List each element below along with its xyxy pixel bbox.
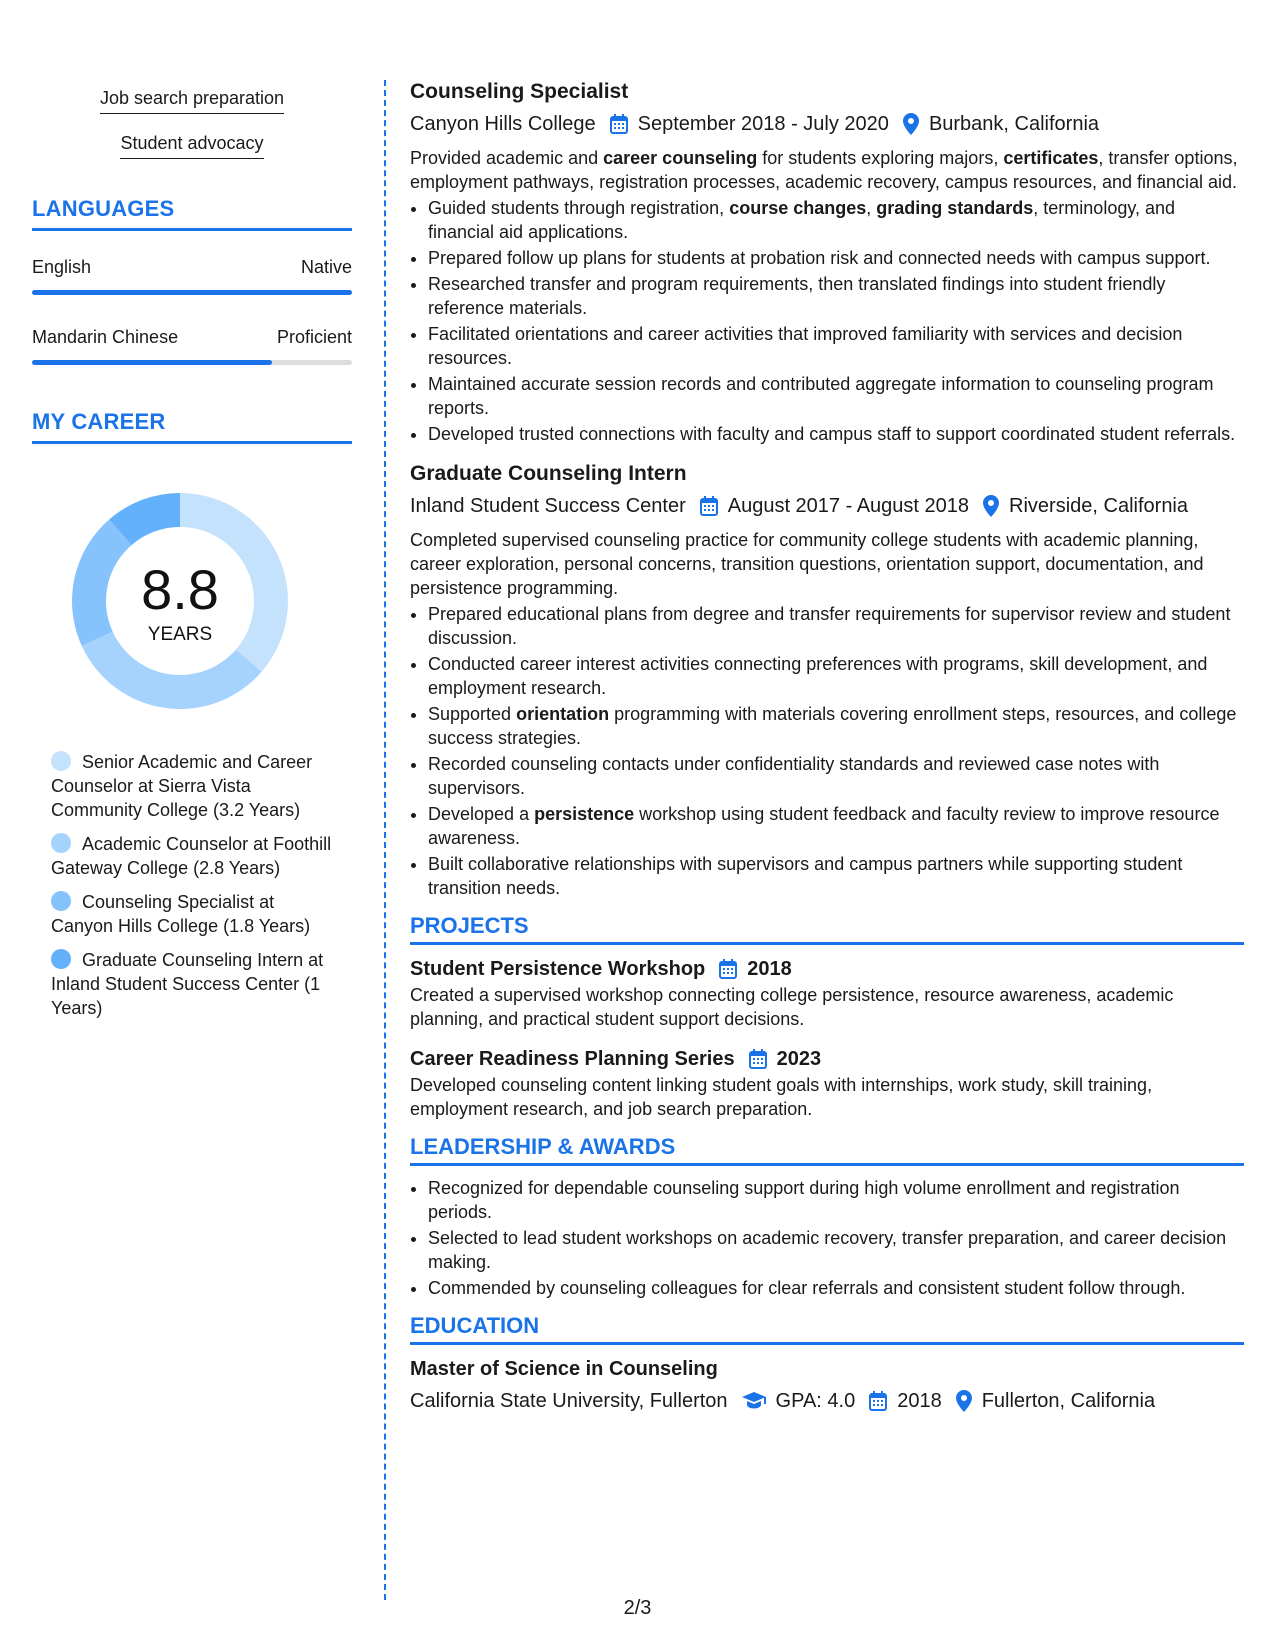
job-bullet: • Supported orientation programming with materials covering enrollment steps, resources, and college success strategies. bbox=[428, 702, 1244, 750]
legend-dot bbox=[51, 751, 71, 771]
project-year: 2023 bbox=[776, 1048, 822, 1070]
language-level: Proficient bbox=[276, 327, 352, 347]
leadership-bullet: • Commended by counseling colleagues for clear referrals and consistent student follow through. bbox=[428, 1276, 1244, 1300]
language-item bbox=[32, 327, 352, 365]
education-year: 2018 bbox=[897, 1390, 942, 1412]
legend-label: Counseling Specialist at Canyon Hills College (1.8 Years) bbox=[51, 892, 311, 936]
left-column bbox=[32, 80, 352, 1030]
job-location: Burbank, California bbox=[928, 113, 1100, 135]
skill-tags bbox=[32, 80, 352, 170]
language-level: Native bbox=[300, 257, 352, 277]
skill-tag: Job search preparation bbox=[100, 88, 284, 114]
job-bullet: • Prepared educational plans from degree and transfer requirements for supervisor review and student discussion. bbox=[428, 602, 1244, 650]
project-entry bbox=[410, 955, 1244, 1031]
language-proficiency-fill bbox=[32, 290, 352, 295]
career-legend-item bbox=[51, 948, 341, 1020]
job-bullet: • Guided students through registration, course changes, grading standards, terminology, and financial aid applications. bbox=[428, 196, 1244, 244]
skill-tag: Student advocacy bbox=[120, 133, 263, 159]
languages-heading: LANGUAGES bbox=[32, 196, 352, 231]
location-pin-icon bbox=[956, 1390, 972, 1412]
job-description: Completed supervised counseling practice for community college students with academic planning, career exploration, personal concerns, transition questions, orientation support, documentation, and persistence programming. bbox=[410, 530, 1204, 598]
legend-label: Graduate Counseling Intern at Inland Student Success Center (1 Years) bbox=[51, 950, 324, 1018]
calendar-icon bbox=[869, 1391, 887, 1411]
project-entry bbox=[410, 1045, 1244, 1121]
job-bullets bbox=[410, 196, 1244, 446]
language-proficiency-fill bbox=[32, 360, 272, 365]
leadership-heading: LEADERSHIP & AWARDS bbox=[410, 1135, 1244, 1166]
career-legend-item bbox=[51, 750, 341, 822]
column-divider bbox=[384, 80, 386, 1600]
page-number: 2/3 bbox=[623, 1597, 652, 1619]
job-description: Provided academic and career counseling for students exploring majors, certificates, transfer options, employment pathways, registration processes, academic recovery, campus resources, and financial aid. bbox=[410, 148, 1238, 192]
experience-entry bbox=[410, 78, 1244, 446]
experience-entry bbox=[410, 460, 1244, 900]
company-name: Inland Student Success Center bbox=[410, 495, 686, 517]
job-bullets bbox=[410, 602, 1244, 900]
job-title: Counseling Specialist bbox=[410, 80, 629, 103]
project-description: Developed counseling content linking student goals with internships, work study, skill training, employment research, and job search preparation. bbox=[410, 1075, 1153, 1119]
language-item bbox=[32, 257, 352, 295]
career-total-unit: YEARS bbox=[147, 624, 213, 645]
education-location: Fullerton, California bbox=[981, 1390, 1156, 1412]
language-name: English bbox=[32, 257, 92, 277]
language-name: Mandarin Chinese bbox=[32, 327, 179, 347]
project-year: 2018 bbox=[747, 958, 792, 980]
job-bullet: • Developed trusted connections with faculty and campus staff to support coordinated student referrals. bbox=[428, 422, 1244, 446]
job-bullet: • Conducted career interest activities connecting preferences with programs, skill development, and employment research. bbox=[428, 652, 1244, 700]
career-section bbox=[32, 409, 352, 1020]
leadership-bullet: • Selected to lead student workshops on academic recovery, transfer preparation, and career decision making. bbox=[428, 1226, 1244, 1274]
career-legend-item bbox=[51, 890, 341, 938]
job-title: Graduate Counseling Intern bbox=[410, 462, 687, 485]
degree-title: Master of Science in Counseling bbox=[410, 1358, 718, 1380]
projects-section bbox=[410, 914, 1244, 1121]
project-title: Student Persistence Workshop bbox=[410, 958, 706, 980]
calendar-icon bbox=[700, 496, 718, 516]
calendar-icon bbox=[719, 959, 737, 979]
language-proficiency-bar bbox=[32, 360, 352, 365]
job-bullet: • Researched transfer and program requirements, then translated findings into student friendly reference materials. bbox=[428, 272, 1244, 320]
job-bullet: • Recorded counseling contacts under confidentiality standards and reviewed case notes with supervisors. bbox=[428, 752, 1244, 800]
company-name: Canyon Hills College bbox=[410, 113, 596, 135]
leadership-bullet: • Recognized for dependable counseling support during high volume enrollment and registration periods. bbox=[428, 1176, 1244, 1224]
career-donut-chart bbox=[65, 486, 295, 716]
legend-dot bbox=[51, 833, 71, 853]
job-location: Riverside, California bbox=[1009, 495, 1189, 517]
school-name: California State University, Fullerton bbox=[410, 1390, 728, 1412]
career-legend-item bbox=[51, 832, 341, 880]
legend-dot bbox=[51, 949, 71, 969]
languages-section bbox=[32, 196, 352, 365]
location-pin-icon bbox=[903, 113, 919, 135]
project-description: Created a supervised workshop connecting college persistence, resource awareness, academic planning, and practical student support decisions. bbox=[410, 985, 1174, 1029]
leadership-section bbox=[410, 1135, 1244, 1300]
career-heading: MY CAREER bbox=[32, 409, 352, 444]
legend-label: Senior Academic and Career Counselor at Sierra Vista Community College (3.2 Years) bbox=[51, 752, 313, 820]
job-bullet: • Prepared follow up plans for students at probation risk and connected needs with campus support. bbox=[428, 246, 1244, 270]
projects-heading: PROJECTS bbox=[410, 914, 1244, 945]
legend-dot bbox=[51, 891, 71, 911]
language-proficiency-bar bbox=[32, 290, 352, 295]
leadership-bullets bbox=[410, 1176, 1244, 1300]
job-bullet: • Facilitated orientations and career activities that improved familiarity with services and decision resources. bbox=[428, 322, 1244, 370]
job-bullet: • Built collaborative relationships with supervisors and campus partners while supporting student transition needs. bbox=[428, 852, 1244, 900]
right-column bbox=[410, 78, 1244, 1415]
graduation-cap-icon bbox=[742, 1392, 766, 1410]
education-section bbox=[410, 1314, 1244, 1415]
location-pin-icon bbox=[983, 495, 999, 517]
education-heading: EDUCATION bbox=[410, 1314, 1244, 1345]
calendar-icon bbox=[610, 114, 628, 134]
job-dates: September 2018 - July 2020 bbox=[637, 113, 889, 135]
gpa: GPA: 4.0 bbox=[775, 1390, 856, 1412]
legend-label: Academic Counselor at Foothill Gateway College (2.8 Years) bbox=[51, 834, 332, 878]
career-total-years: 8.8 bbox=[141, 558, 219, 621]
calendar-icon bbox=[749, 1049, 767, 1069]
project-title: Career Readiness Planning Series bbox=[410, 1048, 735, 1070]
career-legend bbox=[51, 750, 341, 1020]
job-dates: August 2017 - August 2018 bbox=[727, 495, 970, 517]
job-bullet: • Maintained accurate session records and contributed aggregate information to counseling program reports. bbox=[428, 372, 1244, 420]
job-bullet: • Developed a persistence workshop using student feedback and faculty review to improve resource awareness. bbox=[428, 802, 1244, 850]
